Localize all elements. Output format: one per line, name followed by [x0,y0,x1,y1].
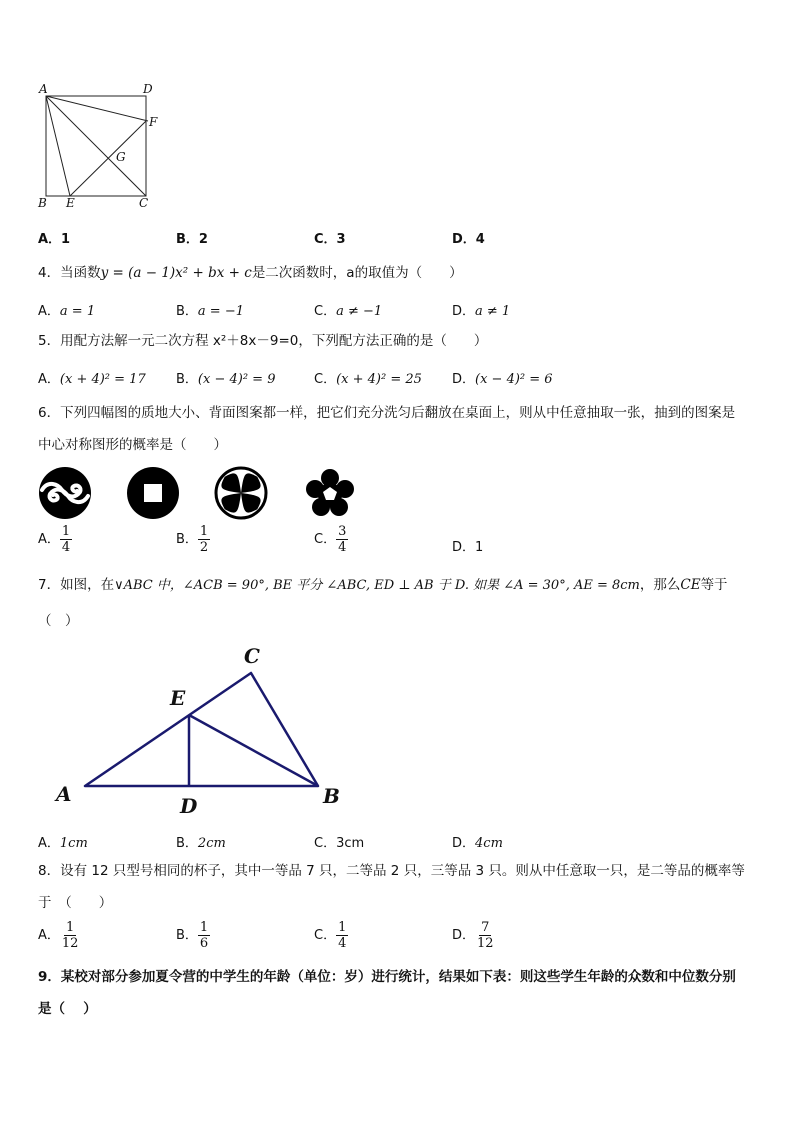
q5-option-c-letter: C． [314,372,337,387]
pentagon-flower-icon [304,468,356,520]
q5-option-d-letter: D． [452,372,476,387]
q8-option-d-letter: D． [452,928,476,943]
label-A: A [39,82,48,96]
q8-option-b[interactable] [176,920,210,951]
label-C: C [139,196,149,210]
q4-option-d-letter: D． [452,304,476,319]
q4-formula: y = (a − 1)x² + bx + c [100,265,252,281]
q6-stem-line2: 中心对称图形的概率是（ ） [38,437,227,453]
q8-option-d[interactable] [452,920,496,951]
q5-stem: 5．用配方法解一元二次方程 x²＋8x－9=0，下列配方法正确的是（ ） [38,333,488,349]
q7-end: 等于 [700,577,728,593]
q8-option-c-num: 1 [338,920,347,935]
q4-post: 是二次函数时，a的取值为（ ） [251,265,463,281]
q7-math: ∨ABC 中，∠ACB = 90°, BE 平分 ∠ABC, ED ⊥ AB 于 D. 如果 ∠A = 30°, AE = 8cm [114,578,640,593]
q5-option-a[interactable] [38,368,146,387]
q4-option-a-text: a = 1 [59,304,96,319]
q7-post: ，那么 [639,577,681,593]
q8-stem-line1: 8．设有 12 只型号相同的杯子，其中一等品 7 只，二等品 2 只，三等品 3 只。则从中任意取一只，是二等品的概率等 [38,863,745,879]
square-figure [36,84,166,214]
q7-option-a[interactable] [38,832,88,851]
q6-option-b-fraction [198,524,210,555]
q4-option-a[interactable] [38,300,95,319]
q9-stem-line2: 是（ ） [38,1001,97,1017]
q6-option-b[interactable] [176,524,210,555]
q6-stem-line1: 6．下列四幅图的质地大小、背面图案都一样，把它们充分洗匀后翻放在桌面上，则从中任意抽取一张，抽到的图案是 [38,405,736,421]
q7-option-b-letter: B． [176,836,198,851]
q7-option-a-letter: A． [38,836,60,851]
taiji-like-circle-icon [38,466,92,520]
q7-stem-line2: （ ） [38,613,79,629]
q3-option-a[interactable]: A．1 [38,232,71,247]
label-F: F [149,115,158,129]
q5-option-a-letter: A． [38,372,60,387]
q5-option-d-text: (x − 4)² = 6 [475,372,553,387]
q8-option-d-num: 7 [481,920,490,935]
q7-options [38,832,758,856]
tri-label-C: C [244,644,260,668]
q9-stem-line1: 9．某校对部分参加夏令营的中学生的年龄（单位：岁）进行统计，结果如下表：则这些学生年龄的众数和中位数分别 [38,969,736,985]
q3-options [38,228,758,252]
q8-option-a-num: 1 [66,920,75,935]
q6-option-c[interactable] [314,524,348,555]
q7-option-c[interactable]: C．3cm [314,836,365,851]
triangle-figure [40,640,360,820]
tri-label-E: E [170,686,186,710]
q4-number: 4． [38,265,61,281]
q8-option-b-num: 1 [199,920,209,935]
q3-option-c[interactable]: C．3 [314,232,346,247]
q6-option-a-num: 1 [61,524,71,539]
q6-option-a-letter: A． [38,532,60,547]
q4-option-c[interactable] [314,300,382,319]
q8-option-b-letter: B． [176,928,198,943]
q7-pre: 7．如图，在 [38,577,115,593]
q6-option-c-num: 3 [338,524,347,539]
tri-label-D: D [180,794,198,818]
q7-option-a-text: 1cm [59,836,88,851]
q5-option-b[interactable] [176,368,275,387]
q8-option-a-fraction [60,920,81,951]
q5-option-c[interactable] [314,368,422,387]
q4-option-c-text: a ≠ −1 [336,304,383,319]
q7-math2: CE [680,577,701,593]
q6-option-c-fraction [336,524,348,555]
square-hole-coin-icon [126,466,180,520]
q6-option-b-letter: B． [176,532,198,547]
q7-option-b-text: 2cm [197,836,226,851]
label-E: E [66,196,75,210]
q5-option-b-text: (x − 4)² = 9 [197,372,276,387]
q4-option-d-text: a ≠ 1 [475,304,511,319]
q8-option-b-den: 6 [199,936,209,951]
q3-option-b[interactable]: B．2 [176,232,208,247]
q4-option-b-text: a = −1 [197,304,244,319]
q6-option-a-den: 4 [61,540,71,555]
tri-label-A: A [56,782,72,806]
q8-option-d-den: 12 [477,936,494,951]
q4-option-b[interactable] [176,300,244,319]
q8-option-c[interactable] [314,920,348,951]
q8-option-b-fraction [198,920,210,951]
q8-options [38,920,758,960]
q6-option-b-den: 2 [199,540,209,555]
q5-options [38,368,758,392]
q7-option-d-text: 4cm [475,836,503,851]
q6-option-d[interactable]: D．1 [452,540,484,555]
q4-option-a-letter: A． [38,304,60,319]
q6-options [38,524,758,564]
q6-option-c-letter: C． [314,532,337,547]
label-B: B [38,196,47,210]
q5-option-c-text: (x + 4)² = 25 [336,372,422,387]
q7-option-b[interactable] [176,832,226,851]
q8-option-c-den: 4 [338,936,347,951]
q8-option-a[interactable] [38,920,80,951]
q6-option-b-num: 1 [199,524,209,539]
q8-option-a-den: 12 [61,936,79,951]
q3-option-d[interactable]: D．4 [452,232,485,247]
q4-stem [38,258,760,288]
q5-option-a-text: (x + 4)² = 17 [59,372,146,387]
q4-option-c-letter: C． [314,304,337,319]
q8-stem-line2: 于 （ ） [38,895,113,911]
q6-option-a[interactable] [38,524,72,555]
q8-option-c-fraction [336,920,348,951]
q6-option-c-den: 4 [338,540,347,555]
q4-options [38,300,758,324]
q6-option-a-fraction [60,524,72,555]
q5-option-b-letter: B． [176,372,198,387]
q7-option-d-letter: D． [452,836,476,851]
q8-option-a-letter: A． [38,928,60,943]
tri-label-B: B [323,784,340,808]
q4-option-b-letter: B． [176,304,198,319]
q7-option-d[interactable] [452,832,503,851]
label-D: D [143,82,153,96]
q4-option-d[interactable] [452,300,510,319]
q7-stem-line1 [38,570,760,601]
label-G: G [116,150,126,164]
four-petal-circle-icon [214,466,268,520]
q4-pre: 当函数 [60,265,101,281]
q5-option-d[interactable] [452,368,553,387]
q8-option-c-letter: C． [314,928,337,943]
q8-option-d-fraction [475,920,496,951]
